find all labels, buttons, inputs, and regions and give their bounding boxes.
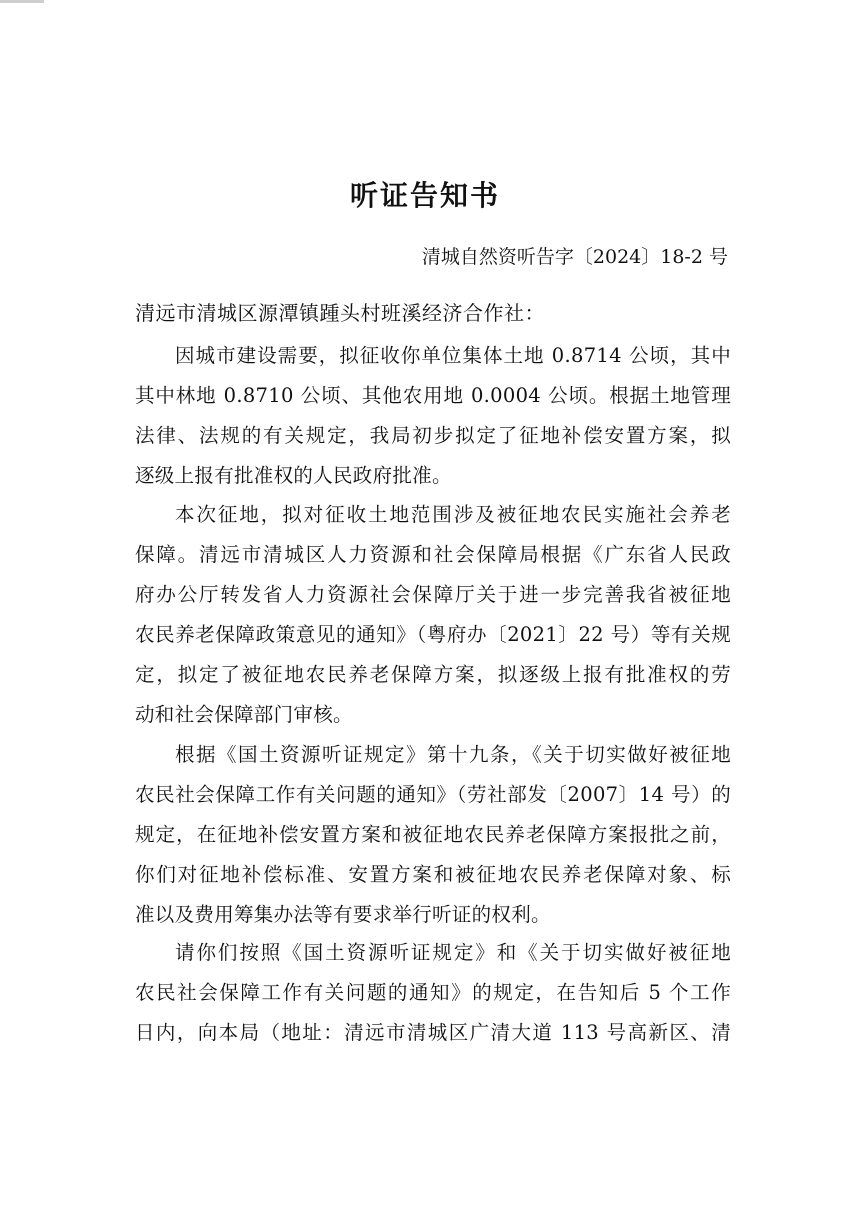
paragraph-line: 你们对征地补偿标准、安置方案和被征地农民养老保障对象、标 — [135, 863, 731, 886]
paragraph-social-security — [135, 495, 731, 735]
document-number: 清城自然资听告字〔2024〕18-2 号 — [421, 246, 728, 268]
paragraph-line: 准以及费用筹集办法等有要求举行听证的权利。 — [135, 903, 551, 926]
paragraph-line: 日内，向本局（地址：清远市清城区广清大道 113 号高新区、清 — [135, 1021, 731, 1044]
paragraph-line: 农民社会保障工作有关问题的通知》（劳社部发〔2007〕14 号）的 — [135, 783, 731, 806]
paragraph-line: 法律、法规的有关规定，我局初步拟定了征地补偿安置方案，拟 — [135, 424, 731, 447]
scan-corner-mark — [0, 0, 44, 3]
paragraph-line: 请你们按照《国土资源听证规定》和《关于切实做好被征地 — [175, 941, 731, 964]
paragraph-line: 农民社会保障工作有关问题的通知》的规定，在告知后 5 个工作 — [135, 981, 731, 1004]
paragraph-line: 定，拟定了被征地农民养老保障方案，拟逐级上报有批准权的劳 — [135, 663, 731, 686]
paragraph-land-acquisition — [135, 336, 731, 496]
paragraph-hearing-right — [135, 735, 731, 935]
paragraph-line: 因城市建设需要，拟征收你单位集体土地 0.8714 公顷，其中 — [175, 344, 731, 367]
paragraph-line: 农民养老保障政策意见的通知》（粤府办〔2021〕22 号）等有关规 — [135, 623, 731, 646]
paragraph-line: 保障。清远市清城区人力资源和社会保障局根据《广东省人民政 — [135, 543, 731, 566]
paragraph-line: 根据《国土资源听证规定》第十九条，《关于切实做好被征地 — [175, 743, 731, 766]
paragraph-line: 府办公厅转发省人力资源社会保障厅关于进一步完善我省被征地 — [135, 583, 731, 606]
paragraph-request-instructions — [135, 933, 731, 1053]
paragraph-line: 逐级上报有批准权的人民政府批准。 — [135, 464, 452, 487]
paragraph-line: 动和社会保障部门审核。 — [135, 703, 353, 726]
paragraph-line: 本次征地，拟对征收土地范围涉及被征地农民实施社会养老 — [175, 503, 731, 526]
document-title: 听证告知书 — [349, 179, 500, 212]
paragraph-line: 规定，在征地补偿安置方案和被征地农民养老保障方案报批之前， — [135, 823, 731, 846]
salutation: 清远市清城区源潭镇踵头村班溪经济合作社： — [135, 301, 545, 325]
paragraph-line: 其中林地 0.8710 公顷、其他农用地 0.0004 公顷。根据土地管理 — [135, 384, 731, 407]
